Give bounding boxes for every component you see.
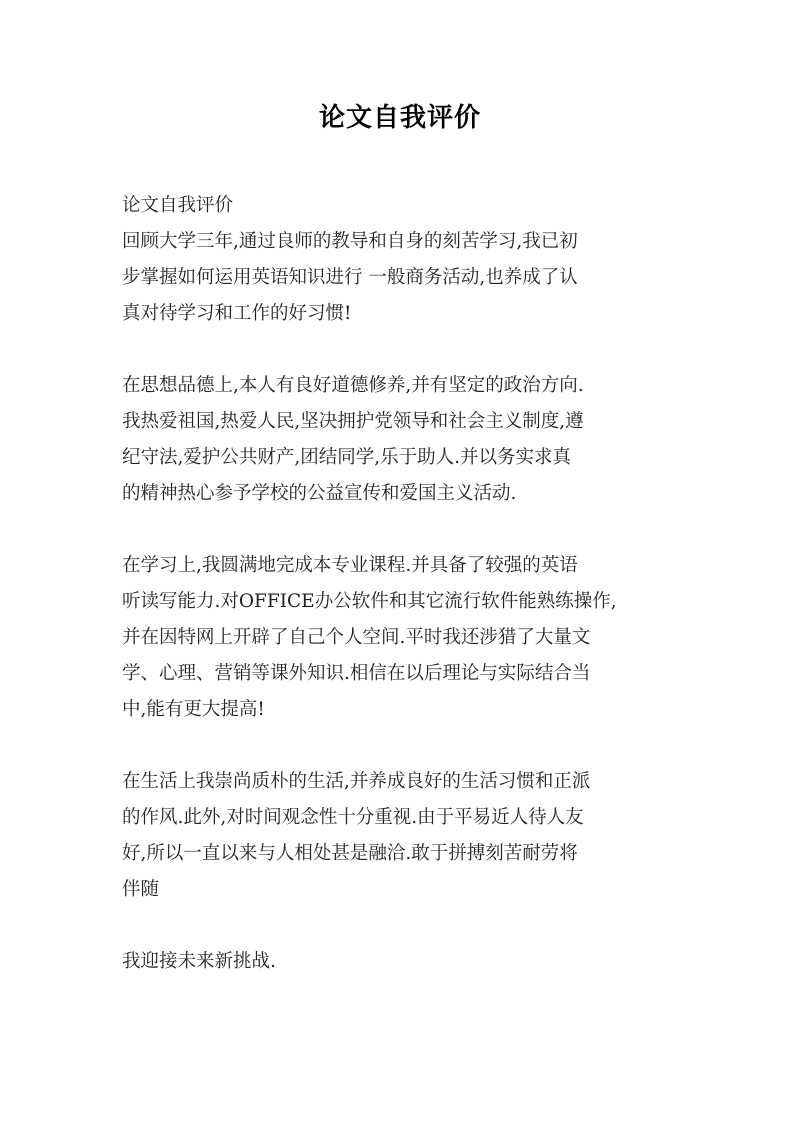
- paragraph-line: 回顾大学三年,通过良师的教导和自身的刻苦学习,我已初: [122, 231, 578, 252]
- document-title: 论文自我评价: [318, 103, 481, 133]
- paragraph-line: 中,能有更大提高!: [122, 699, 265, 720]
- paragraph-intro: [122, 188, 690, 332]
- paragraph-line: 的精神热心参予学校的公益宣传和爱国主义活动.: [122, 483, 517, 504]
- document-body: [122, 188, 690, 980]
- paragraph-line: 学、心理、营销等课外知识.相信在以后理论与实际结合当: [122, 663, 591, 684]
- paragraph-spacer: [122, 512, 690, 548]
- paragraph-line: 纪守法,爱护公共财产,团结同学,乐于助人.并以务实求真: [122, 447, 572, 468]
- paragraph-line: 在生活上我崇尚质朴的生活,并养成良好的生活习惯和正派: [122, 771, 591, 792]
- paragraph-line: 我热爱祖国,热爱人民,坚决拥护党领导和社会主义制度,遵: [122, 411, 584, 432]
- paragraph-line: 在学习上,我圆满地完成本专业课程.并具备了较强的英语: [122, 555, 578, 576]
- paragraph-spacer: [122, 332, 690, 368]
- paragraph-life: [122, 764, 690, 908]
- paragraph-line: 我迎接未来新挑战.: [122, 951, 276, 972]
- paragraph-spacer: [122, 908, 690, 944]
- paragraph-morality: [122, 368, 690, 512]
- paragraph-spacer: [122, 728, 690, 764]
- paragraph-line: 步掌握如何运用英语知识进行 一般商务活动,也养成了认: [122, 267, 578, 288]
- paragraph-line: 好,所以一直以来与人相处甚是融洽.敢于拼搏刻苦耐劳将: [122, 843, 578, 864]
- paragraph-line: 伴随: [122, 879, 160, 900]
- paragraph-study: [122, 548, 690, 728]
- paragraph-line: 并在因特网上开辟了自己个人空间.平时我还涉猎了大量文: [122, 627, 591, 648]
- paragraph-line: 在思想品德上,本人有良好道德修养,并有坚定的政治方向.: [122, 375, 584, 396]
- paragraph-line: 论文自我评价: [122, 195, 234, 216]
- paragraph-line: 真对待学习和工作的好习惯!: [122, 303, 352, 324]
- paragraph-line: 听读写能力.对OFFICE办公软件和其它流行软件能熟练操作,: [122, 591, 617, 612]
- paragraph-closing: [122, 944, 690, 980]
- paragraph-line: 的作风.此外,对时间观念性十分重视.由于平易近人待人友: [122, 807, 584, 828]
